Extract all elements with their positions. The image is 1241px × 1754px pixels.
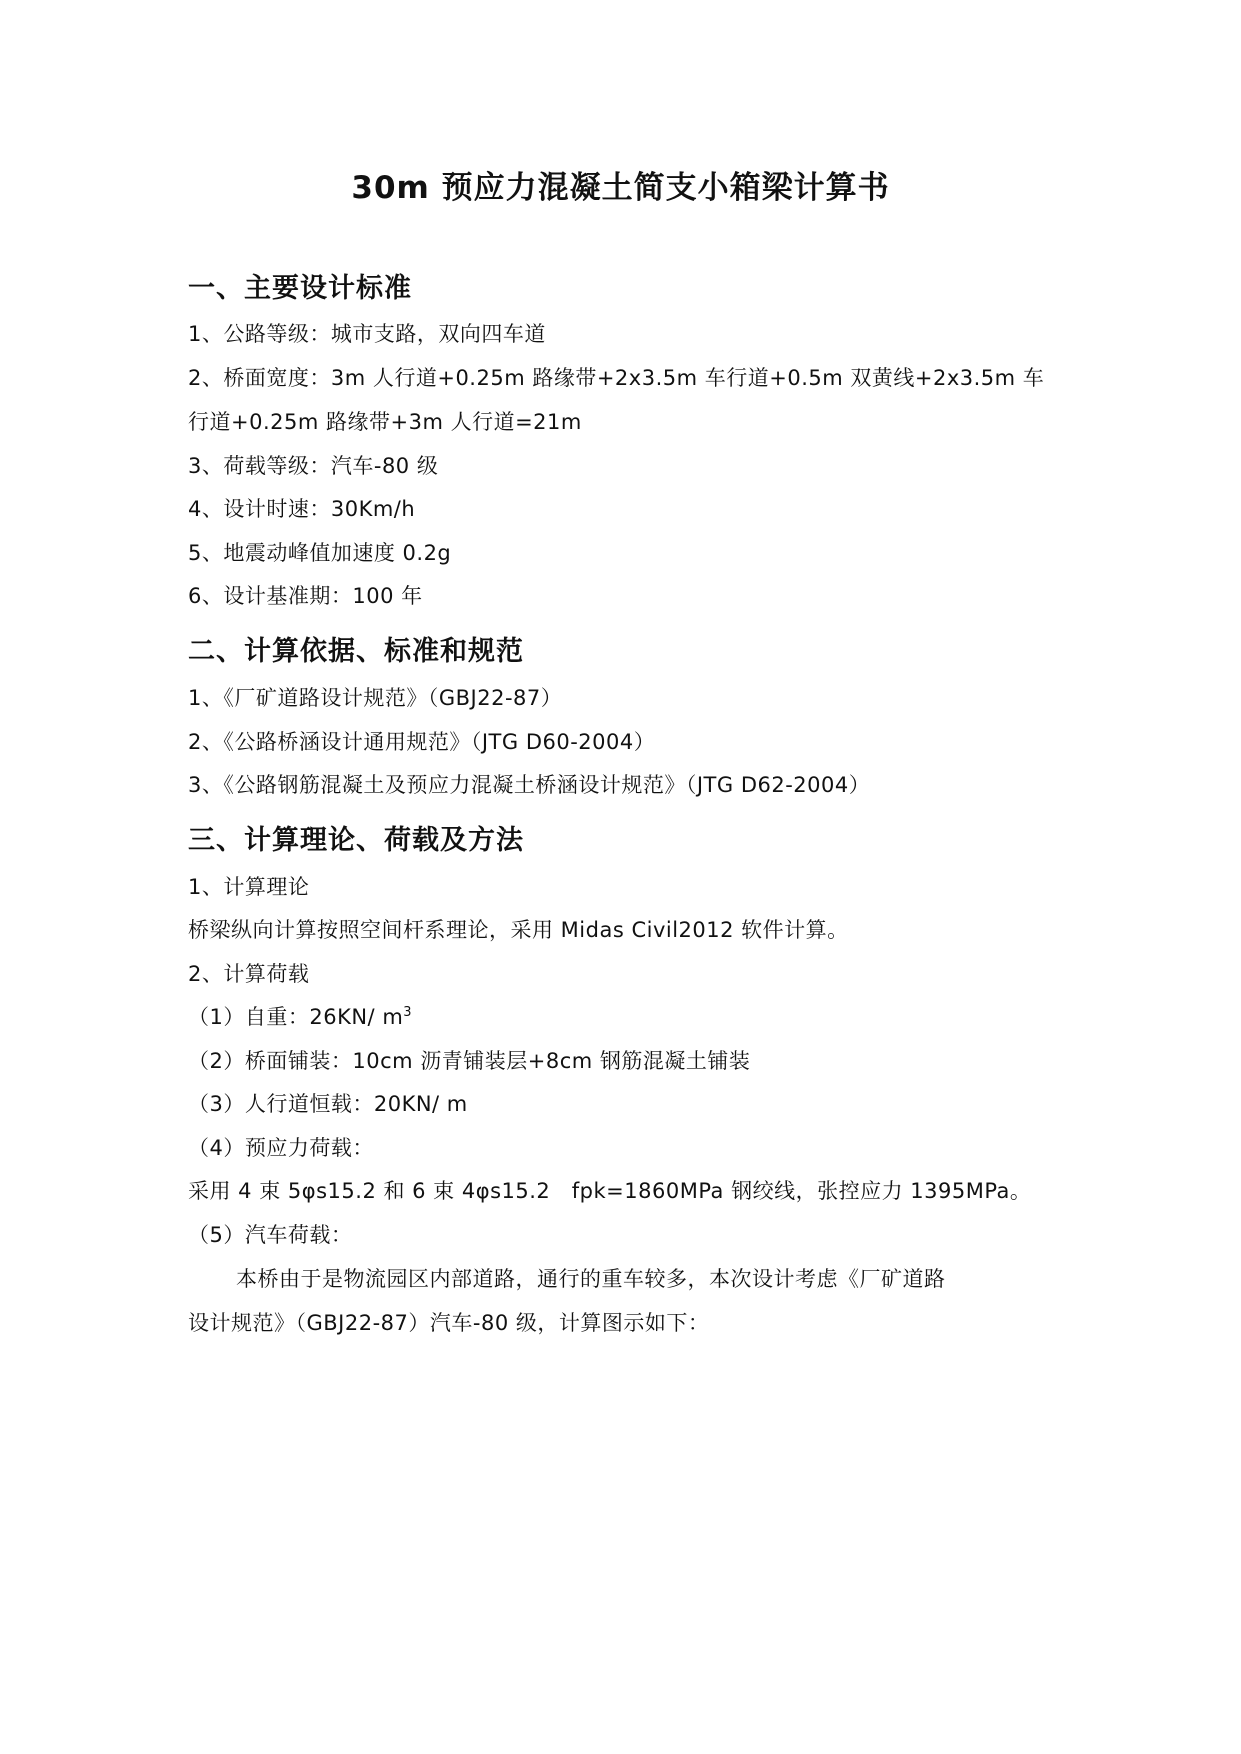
load-item-prestress: （4）预应力荷载： [188, 1136, 374, 1160]
code-item-highway-bridge-general: 2、《公路桥涵设计通用规范》（JTG D60-2004） [188, 730, 656, 754]
subsection-title-loads: 2、计算荷载 [188, 962, 310, 986]
vehicle-load-text-line2: 设计规范》（GBJ22-87）汽车-80 级，计算图示如下： [188, 1311, 710, 1335]
standard-item-road-grade: 1、公路等级：城市支路，双向四车道 [188, 322, 546, 346]
section-heading-design-standards: 一、主要设计标准 [188, 273, 412, 304]
theory-text: 桥梁纵向计算按照空间杆系理论，采用 Midas Civil2012 软件计算。 [188, 918, 849, 942]
document-title: 30m 预应力混凝土简支小箱梁计算书 [351, 170, 890, 206]
load-item-self-weight [188, 1001, 412, 1031]
load-item-deck-pavement: （2）桥面铺装：10cm 沥青铺装层+8cm 钢筋混凝土铺装 [188, 1049, 751, 1073]
code-item-factory-road: 1、《厂矿道路设计规范》（GBJ22-87） [188, 686, 563, 710]
vehicle-load-text-line1: 本桥由于是物流园区内部道路，通行的重车较多，本次设计考虑《厂矿道路 [236, 1267, 946, 1291]
prestress-text: 采用 4 束 5φs15.2 和 6 束 4φs15.2 fpk=1860MPa 钢绞线，张控应力 1395MPa。 [188, 1179, 1032, 1203]
superscript-cubed: 3 [403, 1005, 413, 1020]
section-heading-theory-loads: 三、计算理论、荷载及方法 [188, 825, 524, 856]
standard-item-deck-width: 2、桥面宽度：3m 人行道+0.25m 路缘带+2x3.5m 车行道+0.5m 双黄线+2x3.5m 车 [188, 366, 1045, 390]
load-item-vehicle: （5）汽车荷载： [188, 1223, 353, 1247]
standard-item-design-period: 6、设计基准期：100 年 [188, 584, 423, 608]
load-item-self-weight-text: （1）自重：26KN/ m [188, 1005, 404, 1029]
section-heading-basis-codes: 二、计算依据、标准和规范 [188, 636, 524, 667]
subsection-title-theory: 1、计算理论 [188, 875, 310, 899]
standard-item-design-speed: 4、设计时速：30Km/h [188, 497, 416, 521]
standard-item-deck-width-continued: 行道+0.25m 路缘带+3m 人行道=21m [188, 410, 582, 434]
standard-item-load-grade: 3、荷载等级：汽车-80 级 [188, 454, 439, 478]
load-item-sidewalk-dead-load: （3）人行道恒载：20KN/ m [188, 1092, 468, 1116]
standard-item-seismic-acceleration: 5、地震动峰值加速度 0.2g [188, 541, 452, 565]
code-item-highway-concrete-bridge: 3、《公路钢筋混凝土及预应力混凝土桥涵设计规范》（JTG D62-2004） [188, 773, 871, 797]
